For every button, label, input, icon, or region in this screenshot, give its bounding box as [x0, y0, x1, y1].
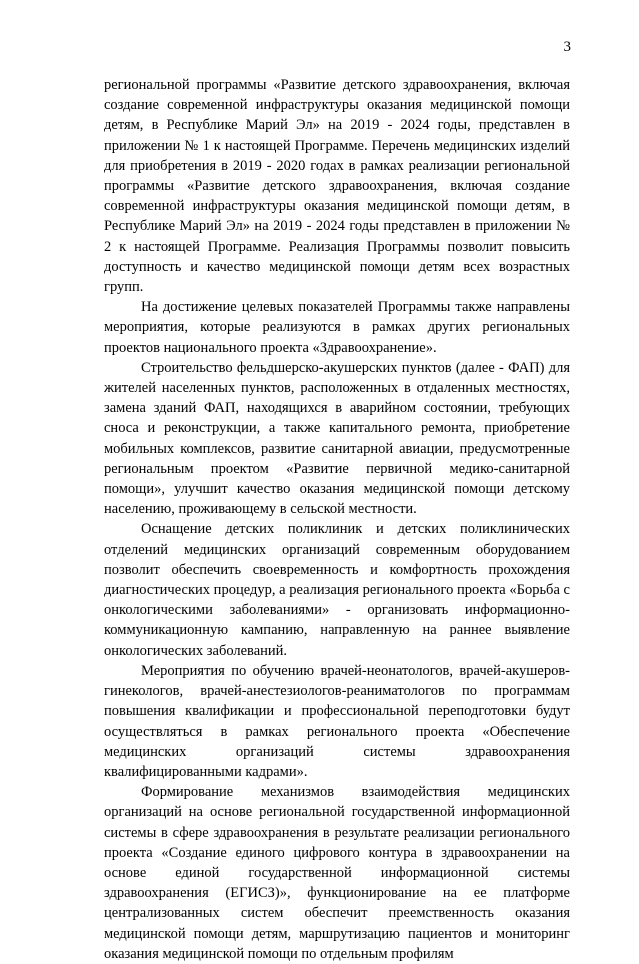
paragraph-2: На достижение целевых показателей Программы также направлены мероприятия, которые реализуются в рамках других региональных проектов национального проекта «Здравоохранение». — [104, 299, 570, 356]
paragraph-4: Оснащение детских поликлиник и детских поликлинических отделений медицинских организаций современным оборудованием позволит обеспечить своевременность и комфортность прохождения диагностических процедур, а реализация регионального проекта «Борьба с онкологическими заболеваниями» - организовать информационно-коммуникационную кампанию, направленную на раннее выявление онкологических заболеваний. — [104, 521, 570, 659]
paragraph-6: Формирование механизмов взаимодействия медицинских организаций на основе региональной государственной информационной системы в сфере здравоохранения в результате реализации регионального проекта «Создание единого цифрового контура в здравоохранении на основе единой государственной информационной системы здравоохранения (ЕГИСЗ)», функционирование на ее платформе централизованных систем обеспечит преемственность оказания медицинской помощи детям, маршрутизацию пациентов и мониторинг оказания медицинской помощи по отдельным профилям — [104, 784, 570, 962]
paragraph-3: Строительство фельдшерско-акушерских пунктов (далее - ФАП) для жителей населенных пунктов, расположенных в отдаленных местностях, замена зданий ФАП, находящихся в аварийном состоянии, требующих сноса и реконструкции, а также капитального ремонта, приобретение мобильных комплексов, развитие санитарной авиации, предусмотренные региональным проектом «Развитие первичной медико-санитарной помощи», улучшит качество оказания медицинской помощи детскому населению, проживающему в сельской местности. — [104, 359, 570, 518]
document-body — [104, 75, 570, 964]
paragraph-1: региональной программы «Развитие детского здравоохранения, включая создание современной инфраструктуры оказания медицинской помощи детям, в Республике Марий Эл» на 2019 - 2024 годы, представлен в приложении № 1 к настоящей Программе. Перечень медицинских изделий для приобретения в 2019 - 2020 годах в рамках реализации региональной программы «Развитие детского здравоохранения, включая создание современной инфраструктуры оказания медицинской помощи детям, в Республике Марий Эл» на 2019 - 2024 годы представлен в приложении № 2 к настоящей Программе. Реализация Программы позволит повысить доступность и качество медицинской помощи детям всех возрастных групп. — [104, 77, 570, 296]
page-number: 3 — [563, 39, 571, 55]
paragraph-5: Мероприятия по обучению врачей-неонатологов, врачей-акушеров-гинекологов, врачей-анестезиологов-реаниматологов по программам повышения квалификации и профессиональной переподготовки будут осуществляться в рамках регионального проекта «Обеспечение медицинских организаций системы здравоохранения квалифицированными кадрами». — [104, 662, 570, 780]
